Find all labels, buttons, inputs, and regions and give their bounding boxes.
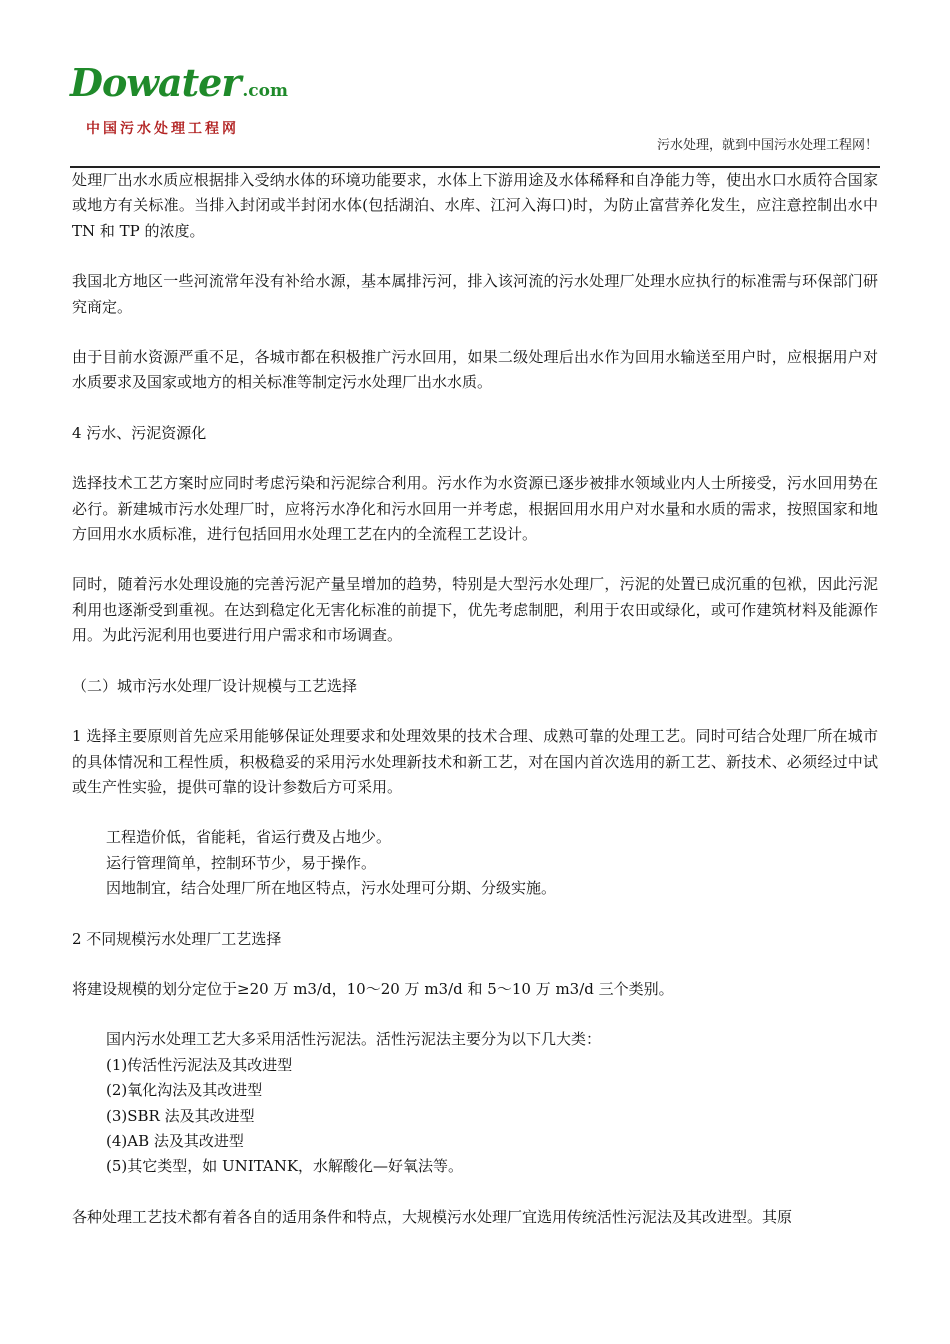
dowater-logo[interactable] <box>70 58 288 138</box>
section-heading-resources: 4 污水、污泥资源化 <box>72 423 207 442</box>
document-body <box>72 168 878 1230</box>
methods-list <box>72 1027 878 1179</box>
paragraph-selection-principles: 1 选择主要原则首先应采用能够保证处理要求和处理效果的技术合理、成熟可靠的处理工艺。同时可结合处理厂所在城市的具体情况和工程性质，积极稳妥的采用污水处理新技术和新工艺，对在国内首次选用的新工艺、新技术、必须经过中试或生产性实验，提供可靠的设计参数后方可采用。 <box>72 727 878 796</box>
paragraph-process-conditions: 各种处理工艺技术都有着各自的适用条件和特点，大规模污水处理厂宜选用传统活性污泥法及其改进型。其原 <box>72 1207 793 1226</box>
paragraph-scale-categories: 将建设规模的划分定位于≥20 万 m3/d，10～20 万 m3/d 和 5～10 万 m3/d 三个类别。 <box>72 979 674 998</box>
list-item: (5)其它类型，如 UNITANK，水解酸化—好氧法等。 <box>106 1157 464 1176</box>
list-item: (3)SBR 法及其改进型 <box>106 1106 255 1125</box>
principles-list <box>72 825 878 901</box>
list-item: 运行管理简单，控制环节少，易于操作。 <box>106 853 377 872</box>
paragraph-reuse-design: 选择技术工艺方案时应同时考虑污染和污泥综合利用。污水作为水资源已逐步被排水领域业内人士所接受，污水回用势在必行。新建城市污水处理厂时，应将污水净化和污水回用一并考虑，根据回用水用户对水量和水质的需求，按照国家和地方回用水水质标准，进行包括回用水处理工艺在内的全流程工艺设计。 <box>72 474 878 544</box>
page-header <box>0 0 950 170</box>
section-heading-scale-process: （二）城市污水处理厂设计规模与工艺选择 <box>72 676 358 695</box>
list-item: 因地制宜，结合处理厂所在地区特点，污水处理可分期、分级实施。 <box>106 879 557 898</box>
logo-tld: .com <box>242 81 288 101</box>
list-item: (1)传活性污泥法及其改进型 <box>106 1055 293 1074</box>
paragraph-sludge-utilization: 同时，随着污水处理设施的完善污泥产量呈增加的趋势，特别是大型污水处理厂，污泥的处置已成沉重的包袱，因此污泥利用也逐渐受到重视。在达到稳定化无害化标准的前提下，优先考虑制肥，利用于农田或绿化，或可作建筑材料及能源作用。为此污泥利用也要进行用户需求和市场调查。 <box>72 575 878 645</box>
list-item: 工程造价低，省能耗，省运行费及占地少。 <box>106 828 392 847</box>
logo-wordmark <box>70 58 288 116</box>
list-item: (4)AB 法及其改进型 <box>106 1131 244 1150</box>
section-heading-process-by-scale: 2 不同规模污水处理厂工艺选择 <box>72 929 282 948</box>
header-slogan: 污水处理，就到中国污水处理工程网！ <box>656 138 878 153</box>
logo-word-text: Dowater <box>70 60 241 105</box>
paragraph-effluent-quality: 处理厂出水水质应根据排入受纳水体的环境功能要求，水体上下游用途及水体稀释和自净能力等，使出水口水质符合国家或地方有关标准。当排入封闭或半封闭水体(包括湖泊、水库、江河入海口)时，为防止富营养化发生，应注意控制出水中 TN 和 TP 的浓度。 <box>72 171 878 240</box>
logo-subtitle: 中国污水处理工程网 <box>86 121 239 137</box>
paragraph-northern-rivers: 我国北方地区一些河流常年没有补给水源，基本属排污河，排入该河流的污水处理厂处理水应执行的标准需与环保部门研究商定。 <box>72 272 878 316</box>
list-item: (2)氧化沟法及其改进型 <box>106 1081 263 1100</box>
list-item: 国内污水处理工艺大多采用活性污泥法。活性污泥法主要分为以下几大类： <box>106 1030 602 1049</box>
paragraph-water-reuse: 由于目前水资源严重不足，各城市都在积极推广污水回用，如果二级处理后出水作为回用水输送至用户时，应根据用户对水质要求及国家或地方的相关标准等制定污水处理厂出水水质。 <box>72 348 878 392</box>
